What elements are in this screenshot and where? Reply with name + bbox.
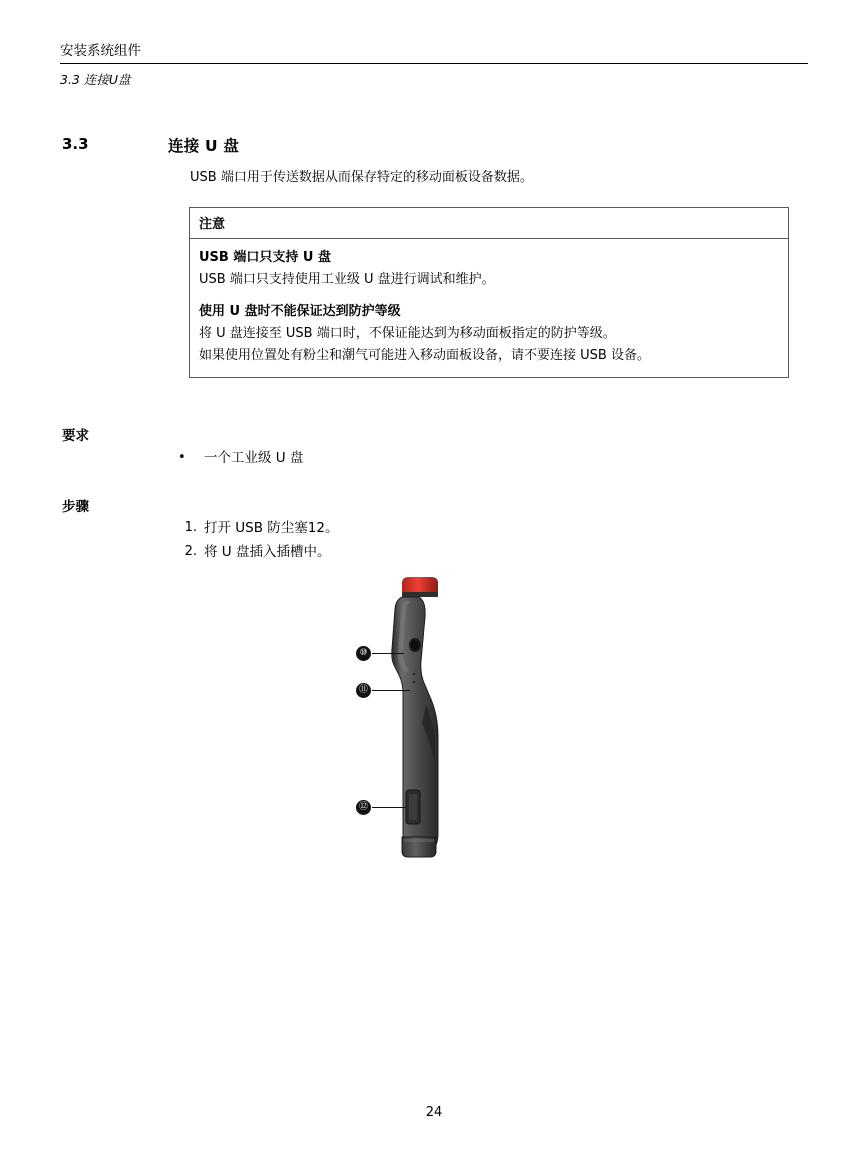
- round-connector-inner: [411, 640, 419, 650]
- step-number: 1.: [184, 520, 197, 535]
- steps-label: 步骤: [62, 499, 89, 515]
- requirement-list: [178, 447, 738, 469]
- steps-list: [180, 516, 740, 564]
- page-header: [60, 42, 808, 88]
- base-highlight: [404, 839, 434, 842]
- list-item: [178, 447, 738, 469]
- callout-11: ⑪: [356, 683, 371, 698]
- detail-dot-lower: [413, 681, 415, 683]
- notice-heading: 注意: [190, 208, 788, 239]
- notice-subheading-2: 使用 U 盘时不能保证达到防护等级: [199, 304, 401, 319]
- emergency-stop-cap: [402, 577, 438, 593]
- step-text: 打开 USB 防尘塞12。: [204, 520, 339, 536]
- leader-line-10: [372, 653, 404, 654]
- cap-band: [402, 592, 438, 597]
- notice-paragraph-2: 将 U 盘连接至 USB 端口时，不保证能达到为移动面板指定的防护等级。: [199, 326, 616, 341]
- notice-box: [189, 207, 789, 378]
- notice-subheading-1: USB 端口只支持 U 盘: [199, 250, 331, 265]
- bullet-icon: •: [178, 450, 186, 465]
- header-divider: [60, 63, 808, 64]
- header-title: 安装系统组件: [60, 43, 141, 59]
- requirement-item-text: 一个工业级 U 盘: [204, 450, 304, 466]
- detail-dot-upper: [413, 673, 415, 675]
- notice-paragraph-1: USB 端口只支持使用工业级 U 盘进行调试和维护。: [199, 272, 495, 287]
- page-number: 24: [425, 1105, 443, 1120]
- notice-spacer: [199, 290, 779, 302]
- mobile-panel-illustration: [340, 575, 540, 875]
- header-subtitle: 3.3 连接U盘: [60, 72, 131, 87]
- page-footer: [0, 1105, 868, 1120]
- step-number: 2.: [184, 544, 197, 559]
- leader-line-11: [372, 690, 410, 691]
- step-text: 将 U 盘插入插槽中。: [204, 544, 331, 560]
- list-item: [180, 516, 740, 540]
- requirement-label: 要求: [62, 428, 89, 444]
- leader-line-12: [372, 807, 406, 808]
- usb-dust-cap-inner: [409, 794, 417, 820]
- section-title: 连接 U 盘: [168, 137, 240, 155]
- callout-12: ⑫: [356, 800, 371, 815]
- notice-body: [190, 239, 788, 377]
- list-item: [180, 540, 740, 564]
- section-number: 3.3: [62, 135, 89, 153]
- notice-paragraph-3: 如果使用位置处有粉尘和潮气可能进入移动面板设备，请不要连接 USB 设备。: [199, 348, 650, 363]
- figure-mobile-panel-side-view: [340, 575, 540, 875]
- section-intro: USB 端口用于传送数据从而保存特定的移动面板设备数据。: [190, 170, 533, 185]
- callout-10: ⑩: [356, 646, 371, 661]
